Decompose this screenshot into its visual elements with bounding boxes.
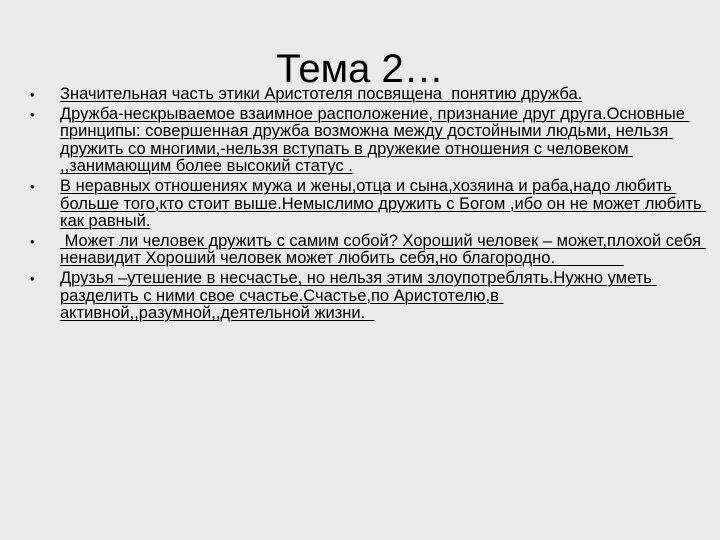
bullet-item — [30, 86, 710, 104]
bullet-text: Друзья –утешение в несчастье, но нельзя этим злоупотреблять.Нужно уметь разделить с ними свое счастье.Счастье,по Аристотелю,в активной,,разумной,,деятельной жизни. — [60, 268, 657, 323]
bullet-item — [30, 233, 710, 268]
bullet-text: Значительная часть этики Аристотеля посвящена понятию дружба. — [60, 85, 583, 103]
bullet-text: Дружба-нескрываемое взаимное расположение, признание друг друга.Основные принципы: совершенная дружба возможна между достойными людьми, нельзя дружить со многими,-нельзя вступать в дружекие отношения с человеком ,,занимающим более высокий статус . — [60, 104, 690, 176]
bullet-list — [30, 86, 710, 325]
bullet-dot-icon: • — [30, 233, 35, 249]
slide-title: Тема 2… — [276, 47, 444, 91]
bullet-text: В неравных отношениях мужа и жены,отца и сына,хозяина и раба,надо любить больше того,кто стоит выше.Немыслимо дружить с Богом ,ибо он не может любить как равный. — [60, 176, 707, 231]
bullet-item — [30, 178, 710, 231]
bullet-item — [30, 270, 710, 323]
bullet-dot-icon: • — [30, 270, 35, 286]
bullet-dot-icon: • — [30, 87, 35, 102]
bullet-item — [30, 106, 710, 176]
bullet-text: Может ли человек дружить с самим собой? Хороший человек – может,плохой себя ненавидит Хороший человек может любить себя,но благородно. — [60, 231, 706, 268]
bullet-dot-icon: • — [30, 178, 35, 194]
bullet-dot-icon: • — [30, 106, 35, 122]
